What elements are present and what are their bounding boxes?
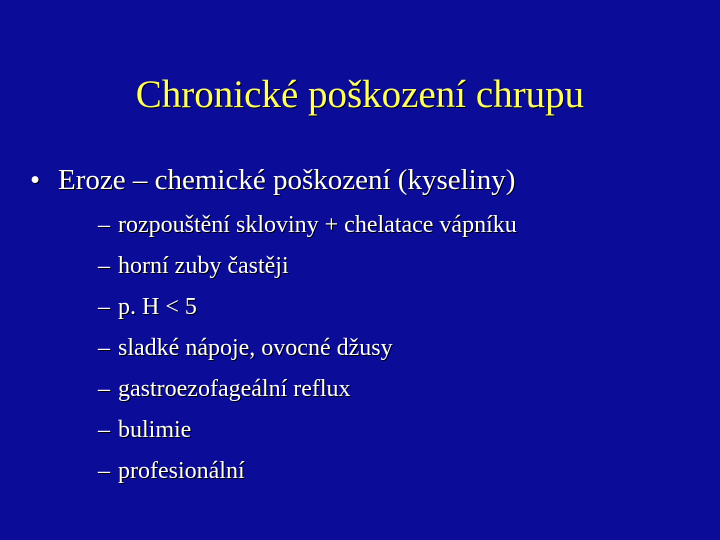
sub-bullet-list [98, 205, 517, 492]
sub-bullet-text: horní zuby častěji [118, 253, 289, 279]
sub-bullet-item [98, 205, 517, 246]
sub-bullet-text: p. H < 5 [118, 294, 197, 320]
sub-bullet-item [98, 287, 517, 328]
bullet-marker: • [30, 164, 41, 196]
sub-bullet-text: bulimie [118, 417, 192, 443]
sub-bullet-text: sladké nápoje, ovocné džusy [118, 335, 393, 361]
sub-bullet-text: rozpouštění skloviny + chelatace vápníku [118, 212, 517, 238]
sub-bullet-item [98, 369, 517, 410]
dash-marker: – [98, 253, 110, 279]
dash-marker: – [98, 458, 110, 484]
main-bullet-text: Eroze – chemické poškození (kyseliny) [58, 164, 516, 196]
dash-marker: – [98, 294, 110, 320]
sub-bullet-item [98, 328, 517, 369]
slide-title: Chronické poškození chrupu [135, 73, 585, 116]
sub-bullet-item [98, 246, 517, 287]
dash-marker: – [98, 335, 110, 361]
sub-bullet-text: profesionální [118, 458, 245, 484]
sub-bullet-text: gastroezofageální reflux [118, 376, 351, 402]
dash-marker: – [98, 212, 110, 238]
dash-marker: – [98, 417, 110, 443]
dash-marker: – [98, 376, 110, 402]
sub-bullet-item [98, 451, 517, 492]
main-bullet [30, 160, 515, 200]
sub-bullet-item [98, 410, 517, 451]
